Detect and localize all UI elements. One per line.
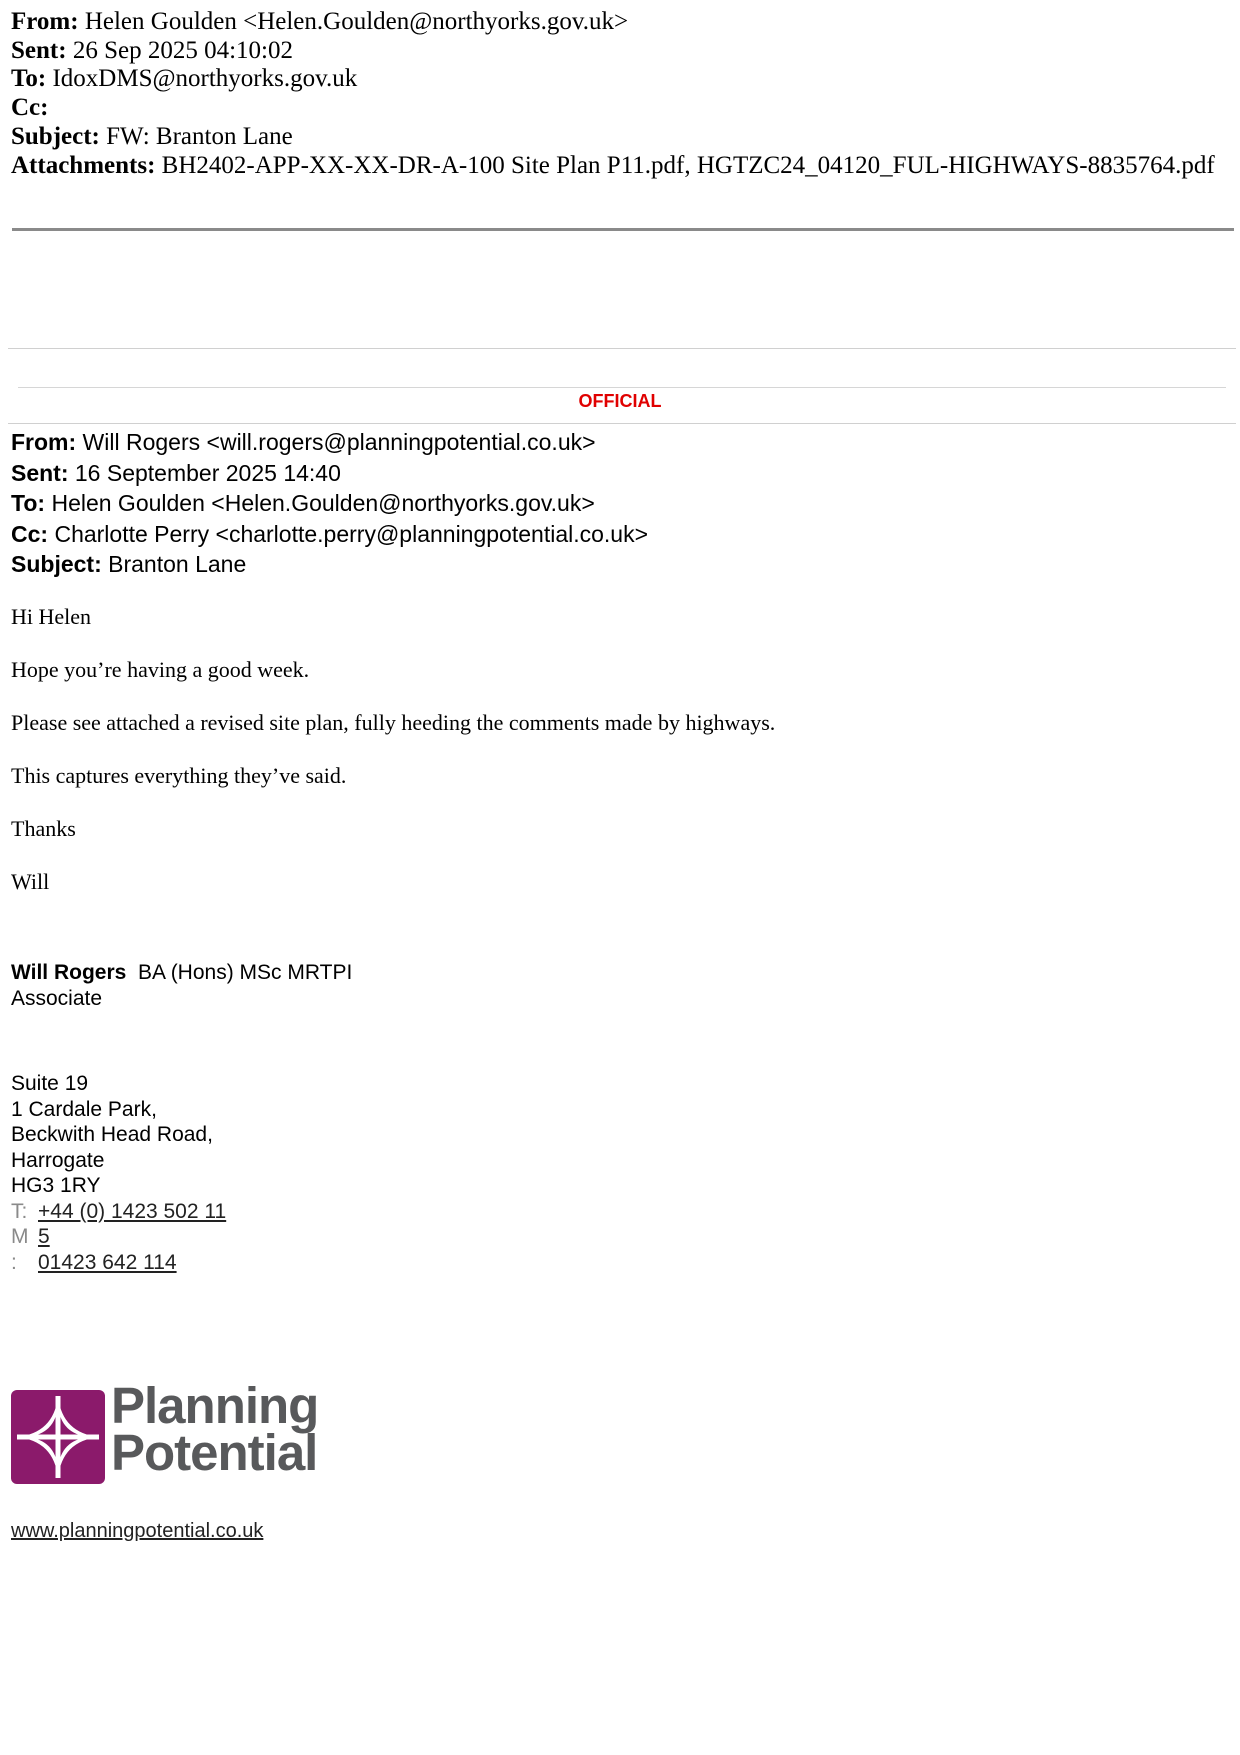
signature-name: Will Rogers — [11, 961, 127, 984]
classification-label: OFFICIAL — [578, 391, 662, 411]
from-value: Helen Goulden <Helen.Goulden@northyorks.gov.uk> — [78, 8, 629, 35]
company-logo — [11, 1377, 319, 1489]
divider — [8, 348, 1236, 349]
address-line: Suite 19 — [11, 1072, 89, 1095]
address-line: 1 Cardale Park, — [11, 1097, 157, 1121]
signature-role: Associate — [11, 986, 103, 1010]
header-divider — [12, 228, 1234, 231]
to-value: IdoxDMS@northyorks.gov.uk — [46, 65, 358, 93]
body-line: Please see attached a revised site plan, fully heeding the comments made by highways. — [11, 710, 776, 735]
subject-row: Subject: Branton Lane — [11, 551, 247, 578]
original-message-header — [11, 427, 648, 580]
website-link-row — [11, 1520, 263, 1543]
logo-mark-icon — [11, 1390, 105, 1484]
mobile-link[interactable]: 5 — [38, 1225, 50, 1248]
attachments-value[interactable]: BH2402-APP-XX-XX-DR-A-100 Site Plan P11.pdf, HGTZC24_04120_FUL-HIGHWAYS-8835764.pdf — [155, 151, 1215, 179]
sent-value: 16 September 2025 14:40 — [68, 459, 341, 486]
website-link[interactable]: www.planningpotential.co.uk — [11, 1520, 264, 1542]
sent-value: 26 Sep 2025 04:10:02 — [66, 36, 293, 64]
signature-quals: BA (Hons) MSc MRTPI — [138, 961, 353, 984]
subject-value: FW: Branton Lane — [99, 122, 293, 150]
phone-link[interactable]: +44 (0) 1423 502 11 — [38, 1199, 227, 1223]
from-row: From: Helen Goulden <Helen.Goulden@northyorks.gov.uk> — [11, 8, 629, 35]
extra-phone-link[interactable]: 01423 642 114 — [38, 1250, 177, 1274]
greeting: Hi Helen — [11, 604, 92, 629]
sign-off: Will — [11, 869, 50, 894]
phone-row: T: +44 (0) 1423 502 11 — [11, 1199, 227, 1223]
attachments-row: Attachments: BH2402-APP-XX-XX-DR-A-100 Site Plan P11.pdf, HGTZC24_04120_FUL-HIGHWAYS-8835764.pdf — [11, 151, 1215, 179]
extra-phone-row: : 01423 642 114 — [11, 1250, 177, 1274]
cc-row: Cc: — [11, 94, 49, 122]
cc-row: Cc: Charlotte Perry <charlotte.perry@planningpotential.co.uk> — [11, 520, 649, 547]
closing: Thanks — [11, 816, 76, 841]
cc-value: Charlotte Perry <charlotte.perry@planningpotential.co.uk> — [48, 520, 649, 547]
subject-row: Subject: FW: Branton Lane — [11, 122, 293, 150]
to-value: Helen Goulden <Helen.Goulden@northyorks.gov.uk> — [45, 490, 595, 517]
from-row: From: Will Rogers <will.rogers@planningpotential.co.uk> — [11, 429, 596, 455]
signature-address — [11, 1071, 226, 1275]
from-value: Will Rogers <will.rogers@planningpotential.co.uk> — [76, 429, 596, 455]
message-body — [11, 604, 775, 922]
mobile-row: M 5 — [11, 1225, 50, 1248]
logo-wordmark: Planning Potential — [111, 1377, 319, 1481]
sent-row: Sent: 16 September 2025 14:40 — [11, 459, 341, 486]
address-line: Beckwith Head Road, — [11, 1123, 213, 1146]
subject-value: Branton Lane — [101, 551, 247, 578]
divider — [8, 423, 1236, 424]
address-line: HG3 1RY — [11, 1174, 101, 1197]
to-row: To: IdoxDMS@northyorks.gov.uk — [11, 65, 358, 93]
signature-block — [11, 960, 352, 1011]
address-line: Harrogate — [11, 1148, 105, 1172]
body-line: Hope you’re having a good week. — [11, 657, 310, 682]
to-row: To: Helen Goulden <Helen.Goulden@northyorks.gov.uk> — [11, 490, 595, 517]
sent-row: Sent: 26 Sep 2025 04:10:02 — [11, 36, 293, 64]
body-line: This captures everything they’ve said. — [11, 763, 347, 788]
forward-header — [11, 8, 1236, 180]
